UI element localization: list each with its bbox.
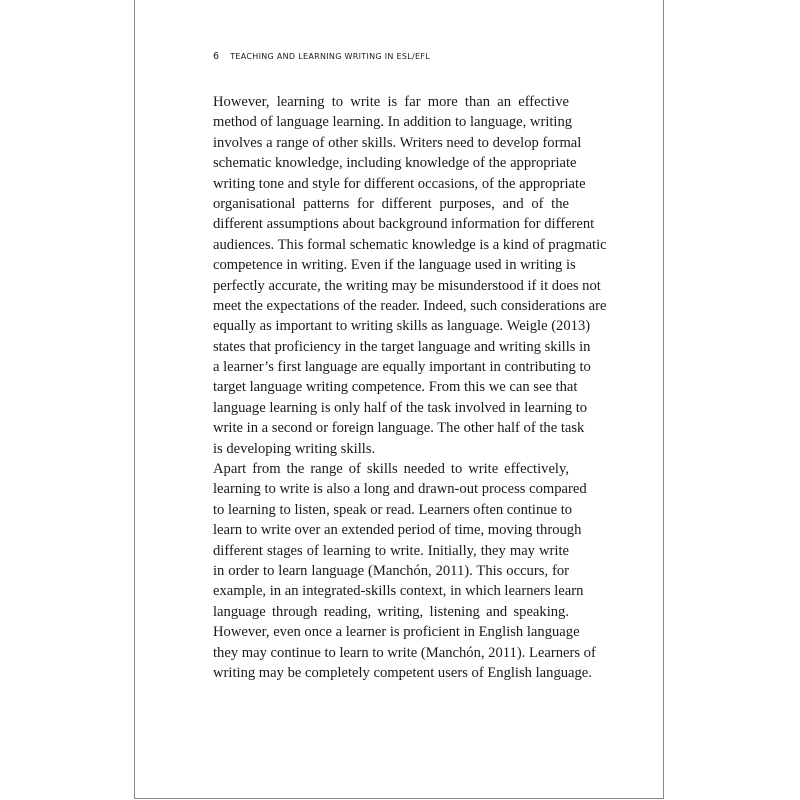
book-page <box>134 0 664 799</box>
text-line: is developing writing skills. <box>213 440 376 457</box>
running-head <box>213 51 430 62</box>
text-line: perfectly accurate, the writing may be misunderstood if it does not <box>213 277 601 294</box>
text-line: involves a range of other skills. Writers need to develop formal <box>213 134 582 151</box>
text-line: language through reading, writing, listening and speaking. <box>213 603 569 620</box>
text-line: schematic knowledge, including knowledge of the appropriate <box>213 155 577 172</box>
text-line: learn to write over an extended period of time, moving through <box>213 522 582 539</box>
text-line: equally as important to writing skills as language. Weigle (2013) <box>213 318 591 335</box>
page-number: 6 <box>213 51 220 62</box>
paragraph-2 <box>213 459 596 683</box>
text-line: writing tone and style for different occasions, of the appropriate <box>213 175 586 192</box>
running-title: TEACHING AND LEARNING WRITING IN ESL/EFL <box>230 52 431 61</box>
text-line: in order to learn language (Manchón, 2011). This occurs, for <box>213 562 569 579</box>
text-line: Apart from the range of skills needed to write effectively, <box>213 461 569 477</box>
text-line: different assumptions about background information for different <box>213 216 595 233</box>
text-line: writing may be completely competent users of English language. <box>213 664 592 681</box>
text-line: However, even once a learner is proficient in English language <box>213 624 580 641</box>
text-line: organisational patterns for different purposes, and of the <box>213 195 569 212</box>
text-line: different stages of learning to write. Initially, they may write <box>213 542 569 559</box>
text-line: example, in an integrated-skills context, in which learners learn <box>213 583 584 600</box>
text-line: to learning to listen, speak or read. Learners often continue to <box>213 501 573 518</box>
text-line: competence in writing. Even if the language used in writing is <box>213 257 576 274</box>
text-line: However, learning to write is far more than an effective <box>213 94 569 110</box>
text-line: they may continue to learn to write (Manchón, 2011). Learners of <box>213 644 596 661</box>
text-line: states that proficiency in the target language and writing skills in <box>213 338 591 355</box>
text-line: learning to write is also a long and drawn-out process compared <box>213 481 587 498</box>
text-line: write in a second or foreign language. The other half of the task <box>213 420 585 437</box>
text-line: method of language learning. In addition to language, writing <box>213 114 573 131</box>
text-line: meet the expectations of the reader. Indeed, such considerations are <box>213 297 607 314</box>
text-line: a learner’s first language are equally important in contributing to <box>213 359 591 376</box>
paragraph-1 <box>213 92 607 459</box>
text-line: audiences. This formal schematic knowledge is a kind of pragmatic <box>213 236 607 253</box>
text-line: target language writing competence. From this we can see that <box>213 379 578 396</box>
text-line: language learning is only half of the task involved in learning to <box>213 399 588 416</box>
